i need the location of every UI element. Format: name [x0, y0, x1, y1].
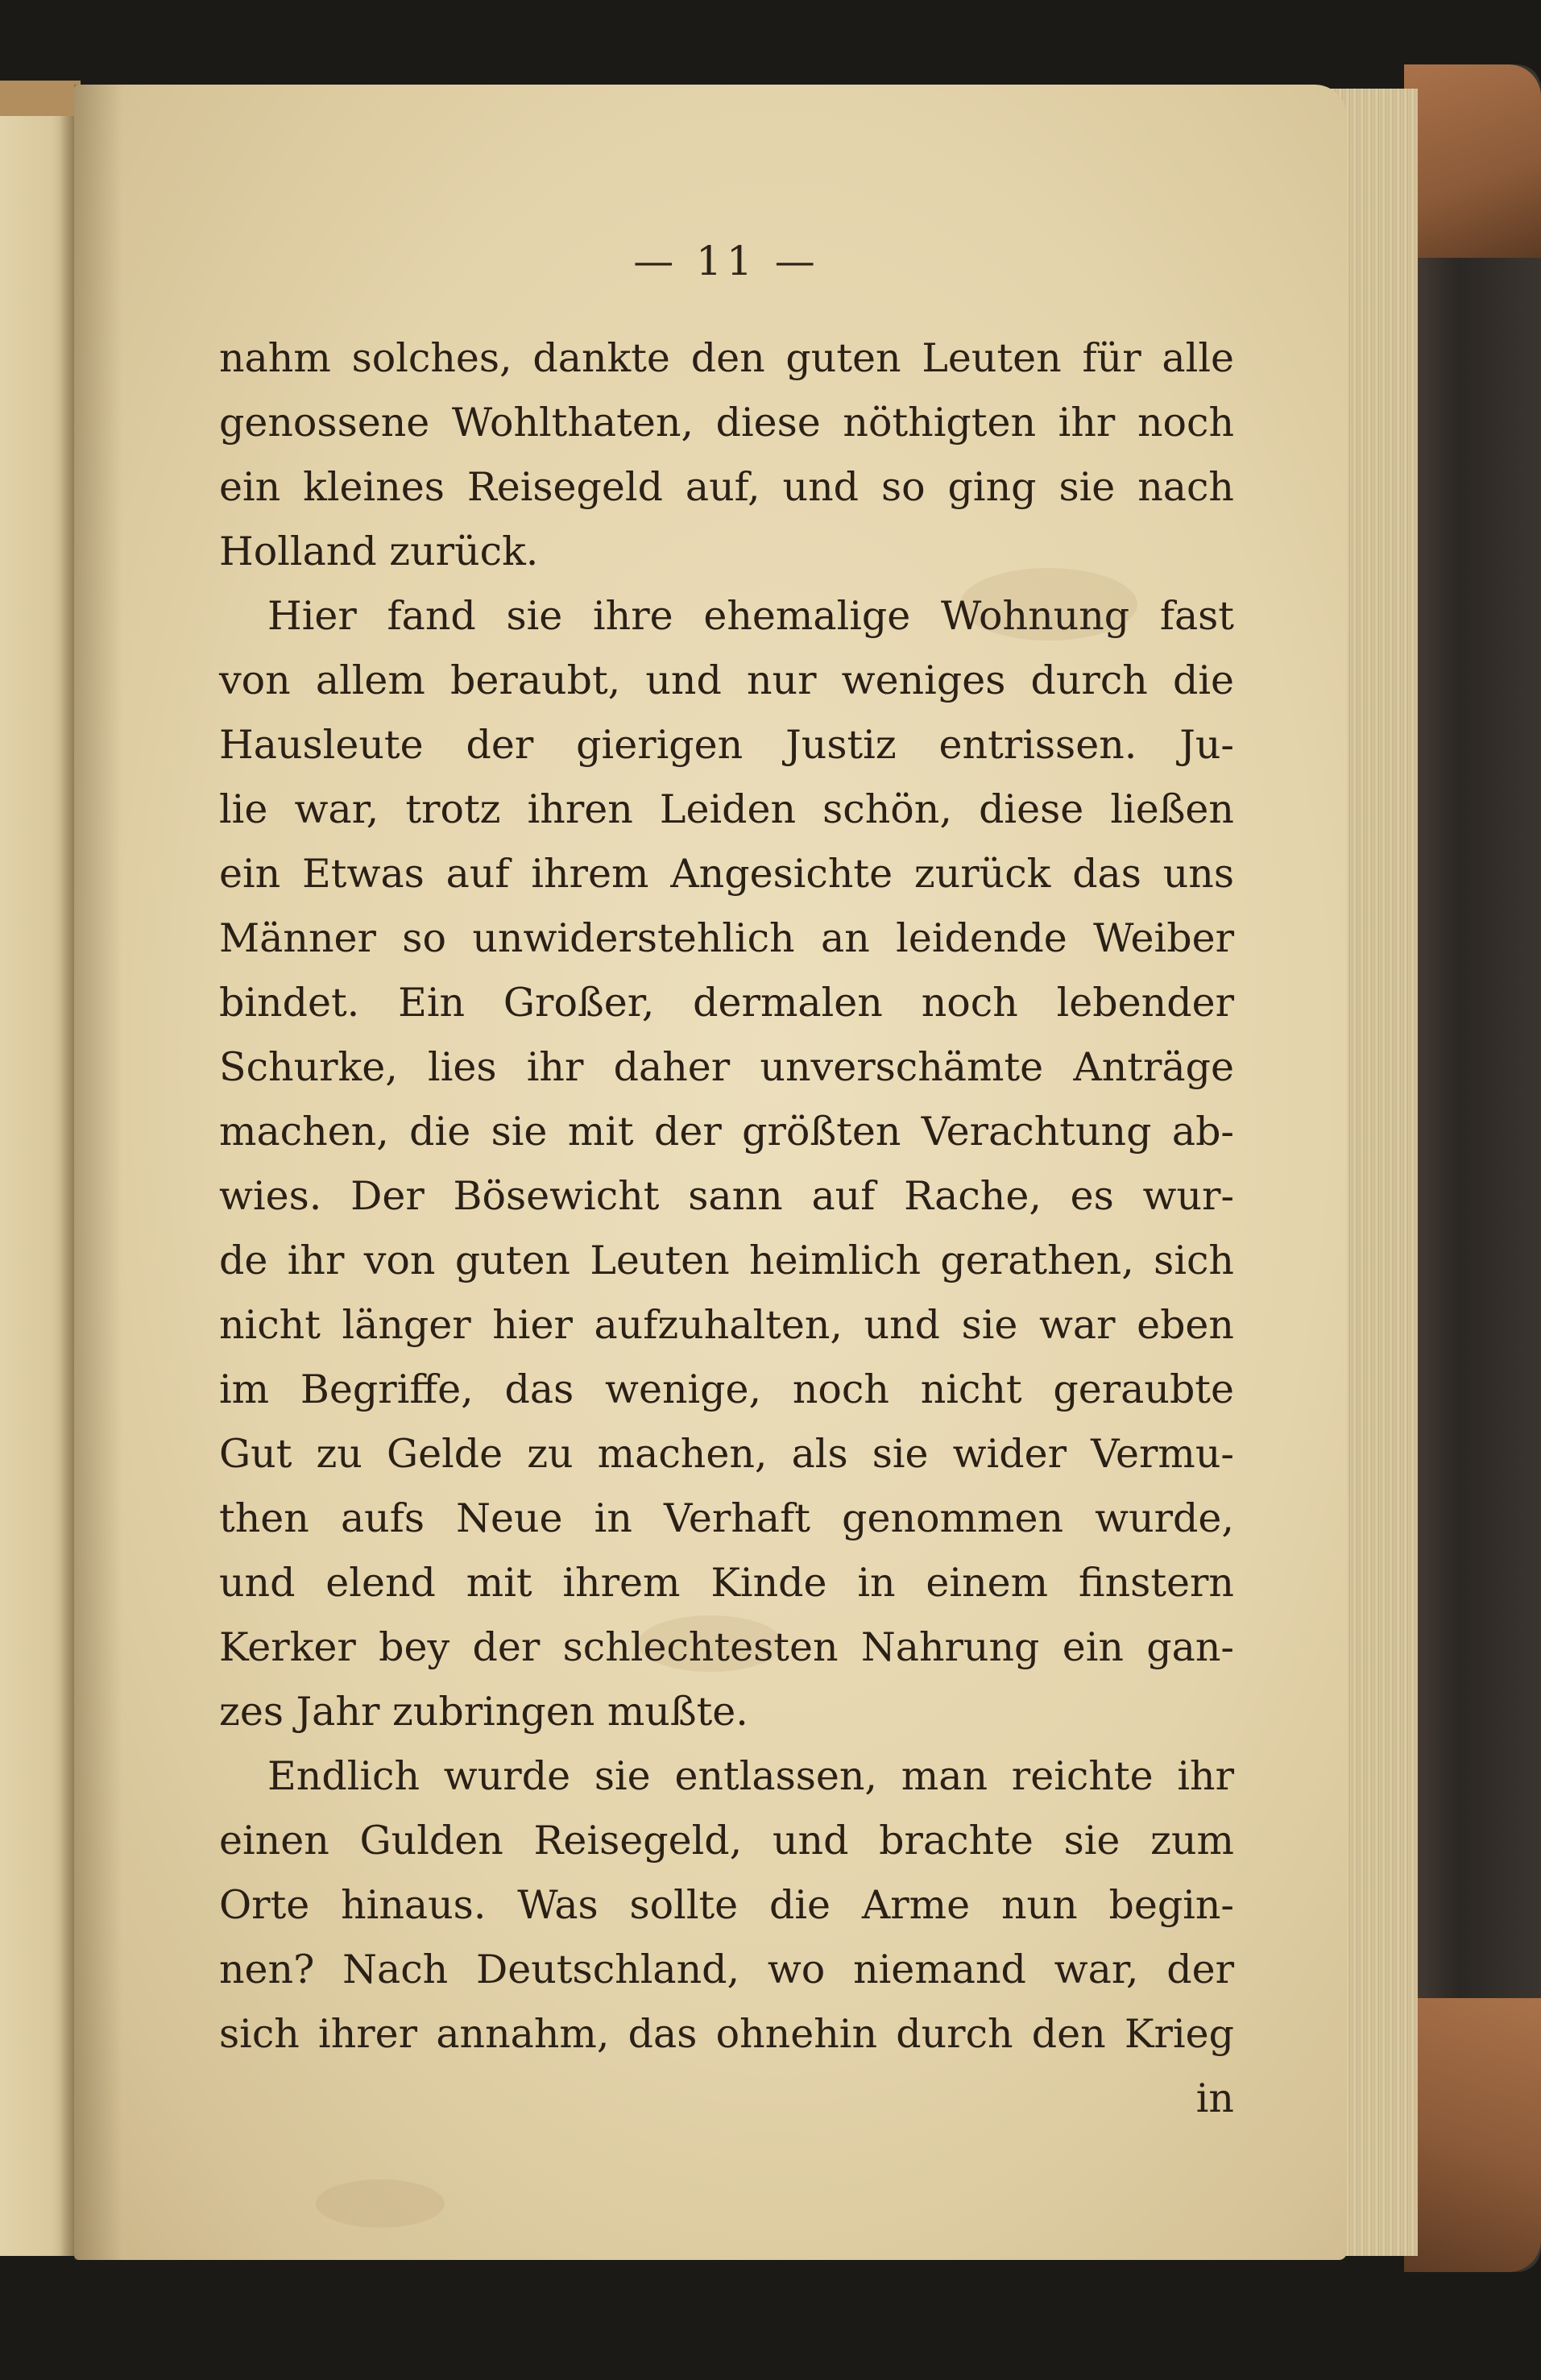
- page-body-text: [219, 326, 1234, 2131]
- binding-strip: [0, 81, 81, 116]
- gutter-shadow: [74, 85, 122, 2260]
- text-line: lie war, trotz ihren Leiden schön, diese ließen: [219, 786, 1234, 832]
- book-page: [74, 85, 1347, 2260]
- text-line: ein Etwas auf ihrem Angesichte zurück das uns: [219, 851, 1234, 897]
- cover-corner-top: [1404, 64, 1541, 258]
- catchword: in: [1195, 2075, 1234, 2121]
- book-cover: [1404, 64, 1541, 2272]
- text-line: then aufs Neue in Verhaft genommen wurde,: [219, 1495, 1234, 1541]
- facing-page-edge: [0, 81, 74, 2256]
- text-line: nen? Nach Deutschland, wo niemand war, der: [219, 1947, 1234, 1992]
- cover-corner-bottom: [1404, 1998, 1541, 2272]
- text-line: sich ihrer annahm, das ohnehin durch den Krieg: [219, 2011, 1234, 2057]
- text-line: Endlich wurde sie entlassen, man reichte ihr: [267, 1753, 1234, 1799]
- text-line: und elend mit ihrem Kinde in einem finstern: [219, 1560, 1234, 1606]
- text-line: genossene Wohlthaten, diese nöthigten ihr noch: [219, 400, 1234, 446]
- text-line: Gut zu Gelde zu machen, als sie wider Vermu-: [219, 1431, 1234, 1477]
- foxing-stain: [316, 2179, 445, 2228]
- text-line: machen, die sie mit der größten Verachtung ab-: [219, 1109, 1234, 1155]
- text-line: nicht länger hier aufzuhalten, und sie war eben: [219, 1302, 1234, 1348]
- text-line: zes Jahr zubringen mußte.: [219, 1689, 748, 1735]
- text-line: Holland zurück.: [219, 529, 539, 574]
- text-line: Orte hinaus. Was sollte die Arme nun begin-: [219, 1882, 1234, 1928]
- text-line: bindet. Ein Großer, dermalen noch lebender: [219, 980, 1234, 1026]
- text-line: de ihr von guten Leuten heimlich gerathen, sich: [219, 1238, 1234, 1283]
- text-line: wies. Der Bösewicht sann auf Rache, es wur-: [219, 1173, 1234, 1219]
- page-number: — 11 —: [633, 238, 820, 284]
- text-line: einen Gulden Reisegeld, und brachte sie zum: [219, 1818, 1234, 1864]
- text-line: im Begriffe, das wenige, noch nicht geraubte: [219, 1366, 1234, 1412]
- text-line: Kerker bey der schlechtesten Nahrung ein gan-: [219, 1624, 1234, 1670]
- text-line: von allem beraubt, und nur weniges durch die: [219, 657, 1234, 703]
- text-line: Schurke, lies ihr daher unverschämte Anträge: [219, 1044, 1234, 1090]
- text-line: nahm solches, dankte den guten Leuten für alle: [219, 335, 1234, 381]
- text-line: Hausleute der gierigen Justiz entrissen. Ju-: [219, 722, 1234, 768]
- text-line: Männer so unwiderstehlich an leidende Weiber: [219, 915, 1234, 961]
- text-line: ein kleines Reisegeld auf, und so ging sie nach: [219, 464, 1234, 510]
- text-line: Hier fand sie ihre ehemalige Wohnung fast: [267, 593, 1234, 639]
